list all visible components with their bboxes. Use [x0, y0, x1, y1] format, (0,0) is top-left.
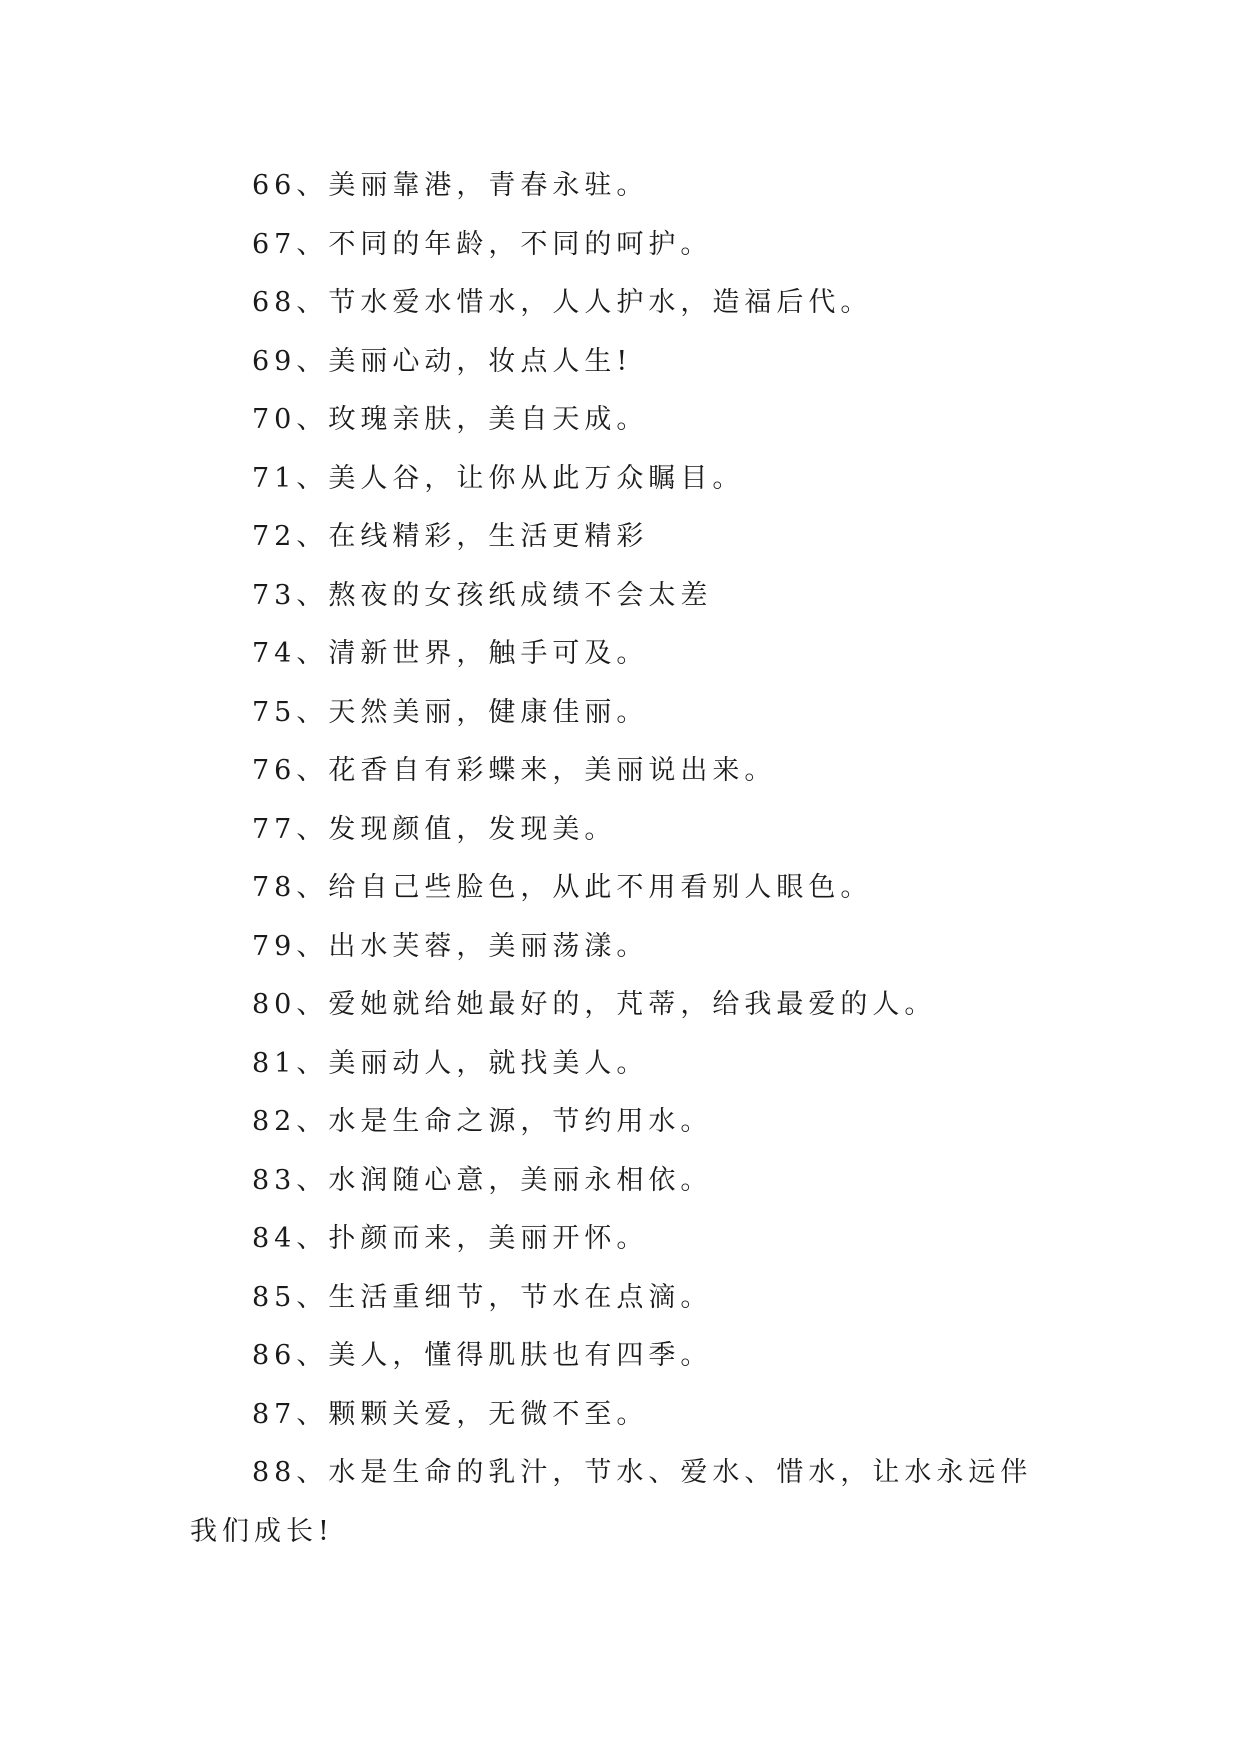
- list-item: 75、天然美丽，健康佳丽。: [252, 696, 649, 728]
- list-item: 80、爱她就给她最好的，芃蒂，给我最爱的人。: [252, 989, 937, 1020]
- list-item: 70、玫瑰亲肤，美自天成。: [252, 404, 649, 435]
- list-item: 68、节水爱水惜水，人人护水，造福后代。: [252, 287, 873, 318]
- list-item-last: 88、水是生命的乳汁，节水、爱水、惜水，让水永远伴我们成长!: [190, 1457, 1033, 1547]
- document-body: [190, 157, 1050, 1561]
- list-item: 73、熬夜的女孩纸成绩不会太差: [252, 579, 713, 611]
- list-item: 82、水是生命之源，节约用水。: [252, 1106, 713, 1137]
- list-item: 79、出水芙蓉，美丽荡漾。: [252, 930, 649, 962]
- list-item: 78、给自己些脸色，从此不用看别人眼色。: [252, 872, 873, 903]
- list-item: 66、美丽靠港，青春永驻。: [252, 170, 649, 201]
- list-item: 77、发现颜值，发现美。: [252, 813, 617, 845]
- list-item: 85、生活重细节，节水在点滴。: [252, 1281, 713, 1313]
- list-item: 81、美丽动人，就找美人。: [252, 1047, 649, 1079]
- list-item: 69、美丽心动，妆点人生!: [252, 345, 633, 377]
- list-item: 76、花香自有彩蝶来，美丽说出来。: [252, 755, 777, 786]
- list-item: 72、在线精彩，生活更精彩: [252, 521, 649, 552]
- list-item: 83、水润随心意，美丽永相依。: [252, 1164, 713, 1196]
- list-item: 67、不同的年龄，不同的呵护。: [252, 228, 713, 260]
- list-item: 86、美人，懂得肌肤也有四季。: [252, 1340, 713, 1371]
- list-item: 71、美人谷，让你从此万众瞩目。: [252, 462, 745, 494]
- list-item: 87、颗颗关爱，无微不至。: [252, 1398, 649, 1430]
- list-item: 84、扑颜而来，美丽开怀。: [252, 1223, 649, 1254]
- list-item: 74、清新世界，触手可及。: [252, 638, 649, 669]
